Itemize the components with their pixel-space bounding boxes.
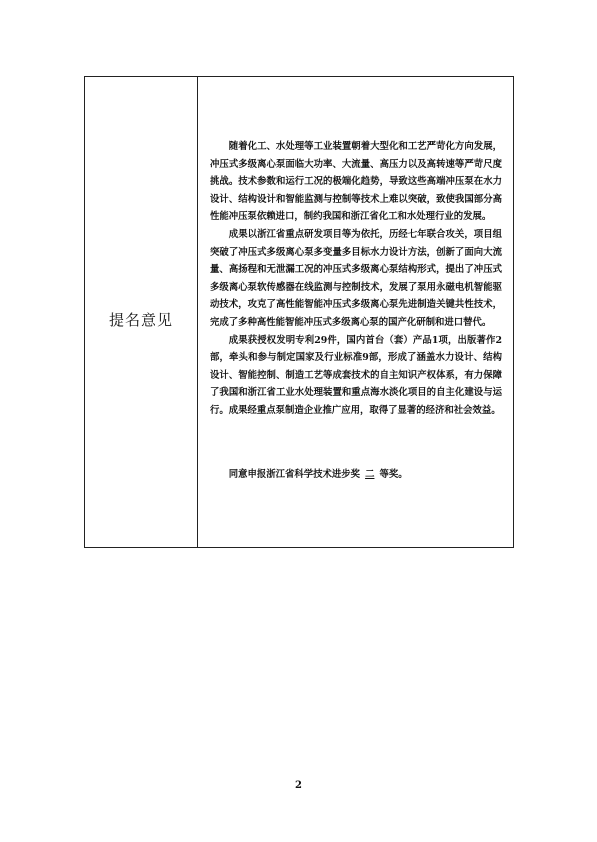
page-number: 2 <box>295 780 302 791</box>
nomination-table <box>84 76 514 548</box>
label-cell <box>85 77 198 547</box>
opinion-paragraph-2: 成果以浙江省重点研发项目等为依托，历经七年联合攻关，项目组突破了冲压式多级离心泵多变量多目标水力设计方法，创新了面向大流量、高扬程和无泄漏工况的冲压式多级离心泵结构形式，提出了冲压式多级离心泵软传感器在线监测与控制技术，发展了泵用永磁电机智能驱动技术，攻克了高性能智能冲压式多级离心泵先进制造关键共性技术，完成了多种高性能智能冲压式多级离心泵的国产化研制和进口替代。 <box>210 228 502 328</box>
recommendation-line <box>210 466 502 483</box>
opinion-paragraph-3: 成果获授权发明专利29件，国内首台（套）产品1项，出版著作2部，牵头和参与制定国家及行业标准9部，形成了涵盖水力设计、结构设计、智能控制、制造工艺等成套技术的自主知识产权体系，有力保障了我国和浙江省工业水处理装置和重点海水淡化项目的自主化建设与运行。成果经重点泵制造企业推广应用，取得了显著的经济和社会效益。 <box>210 334 502 416</box>
recommendation-suffix: 等奖。 <box>379 469 408 480</box>
opinion-paragraph-1: 随着化工、水处理等工业装置朝着大型化和工艺严苛化方向发展，冲压式多级离心泵面临大功率、大流量、高压力以及高转速等严苛尺度挑战。技术参数和运行工况的极端化趋势，导致这些高端冲压泵在水力设计、结构设计和智能监测与控制等技术上难以突破，致使我国部分高性能冲压泵依赖进口，制约我国和浙江省化工和水处理行业的发展。 <box>210 141 502 223</box>
nomination-opinion-label: 提名意见 <box>108 310 173 329</box>
recommendation-prefix: 同意申报浙江省科学技术进步奖 <box>228 469 361 480</box>
opinion-cell <box>198 77 513 547</box>
opinion-text <box>210 138 502 420</box>
award-grade: 二 <box>365 469 375 480</box>
